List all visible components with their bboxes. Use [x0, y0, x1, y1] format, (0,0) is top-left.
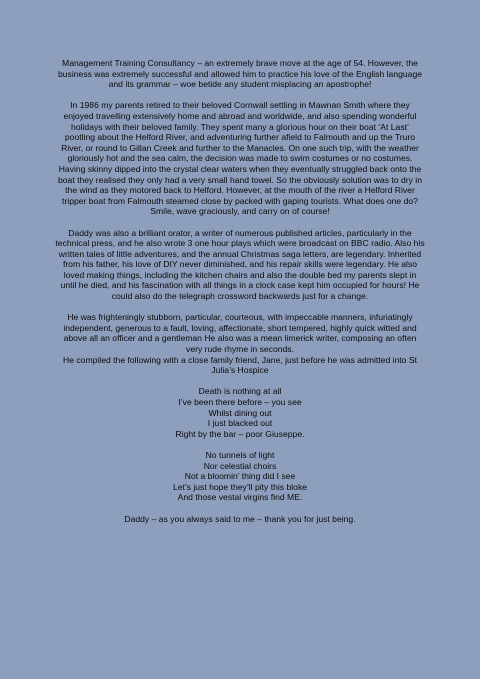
paragraph-closing: Daddy – as you always said to me – thank you for just being.: [124, 513, 356, 524]
poem-line: Right by the bar – poor Giuseppe.: [175, 428, 305, 439]
poem-line: Nor celestial choirs: [203, 460, 277, 471]
paragraph-retirement: In 1986 my parents retired to their beloved Cornwall settling in Mawnan Smith where they enjoyed travelling extensively home and abroad and worldwide, and also spending wonderful holidays with their beloved family. They spent many a glorious hour on their boat ‘At Last’ pootling about the Helford River, and adventuring further afield to Falmouth and up the Truro River, or round to Gillan Creek and further to the Manacles. On one such trip, with the weather gloriously hot and the sea calm, the decision was made to swim costumes or no costumes. Having skinny dipped into the crystal clear waters when they eventually struggled back onto the boat they realised they only had a very small hand towel. So the obviously solution was to dry in the wind as they motored back to Helford. However, at the mouth of the river a Helford River tripper boat from Falmouth steamed close by packed with gaping tourists. What does one do? Smile, wave graciously, and carry on of course!: [57, 100, 422, 217]
poem-line: I’ve been there before – you see: [178, 397, 302, 407]
paragraph-character: He was frighteningly stubborn, particular, courteous, with impeccable manners, infuriatingly independent, generous to a fault, loving, affectionate, short tempered, highly quick witted and above all an officer and a gentleman He also was a mean limerick writer, composing an often very rude rhyme in seconds.: [63, 312, 417, 355]
poem-line: Whilst dining out: [208, 407, 272, 418]
paragraph-intro: Management Training Consultancy – an extremely brave move at the age of 54. However, the business was extremely successful and allowed him to practice his love of the English language and its grammar – woe betide any student misplacing an apostrophe!: [58, 58, 422, 90]
poem-line: And those vestal virgins find ME.: [177, 492, 303, 503]
poem-line: No tunnels of light: [205, 449, 275, 460]
poem-stanza-2: [55, 450, 425, 503]
document-page: [55, 58, 425, 535]
paragraph-compiled: He compiled the following with a close family friend, Jane, just before he was admitted into St Julia’s Hospice: [63, 354, 417, 376]
poem-stanza-1: [55, 386, 425, 439]
poem-line: Not a bloomin’ thing did I see: [184, 471, 296, 482]
poem-line: Death is nothing at all: [198, 386, 282, 397]
poem-line: I just blacked out: [207, 418, 273, 429]
poem-line: Let’s just hope they’ll pity this bloke: [172, 481, 308, 492]
paragraph-orator: Daddy was also a brilliant orator, a writer of numerous published articles, particularly in the technical press, and he also wrote 3 one hour plays which were broadcast on BBC radio. Also his written tales of little adventures, and the annual Christmas saga letters, are legendary. Inherited from his father, his love of DIY never diminished, and his repair skills were legendary. He also loved making things, including the kitchen chairs and also the double bed my parents slept in until he died, and his fascination with all things in a clock case kept him occupied for hours! He could also do the telegraph crossword backwards just for a change.: [55, 227, 425, 302]
